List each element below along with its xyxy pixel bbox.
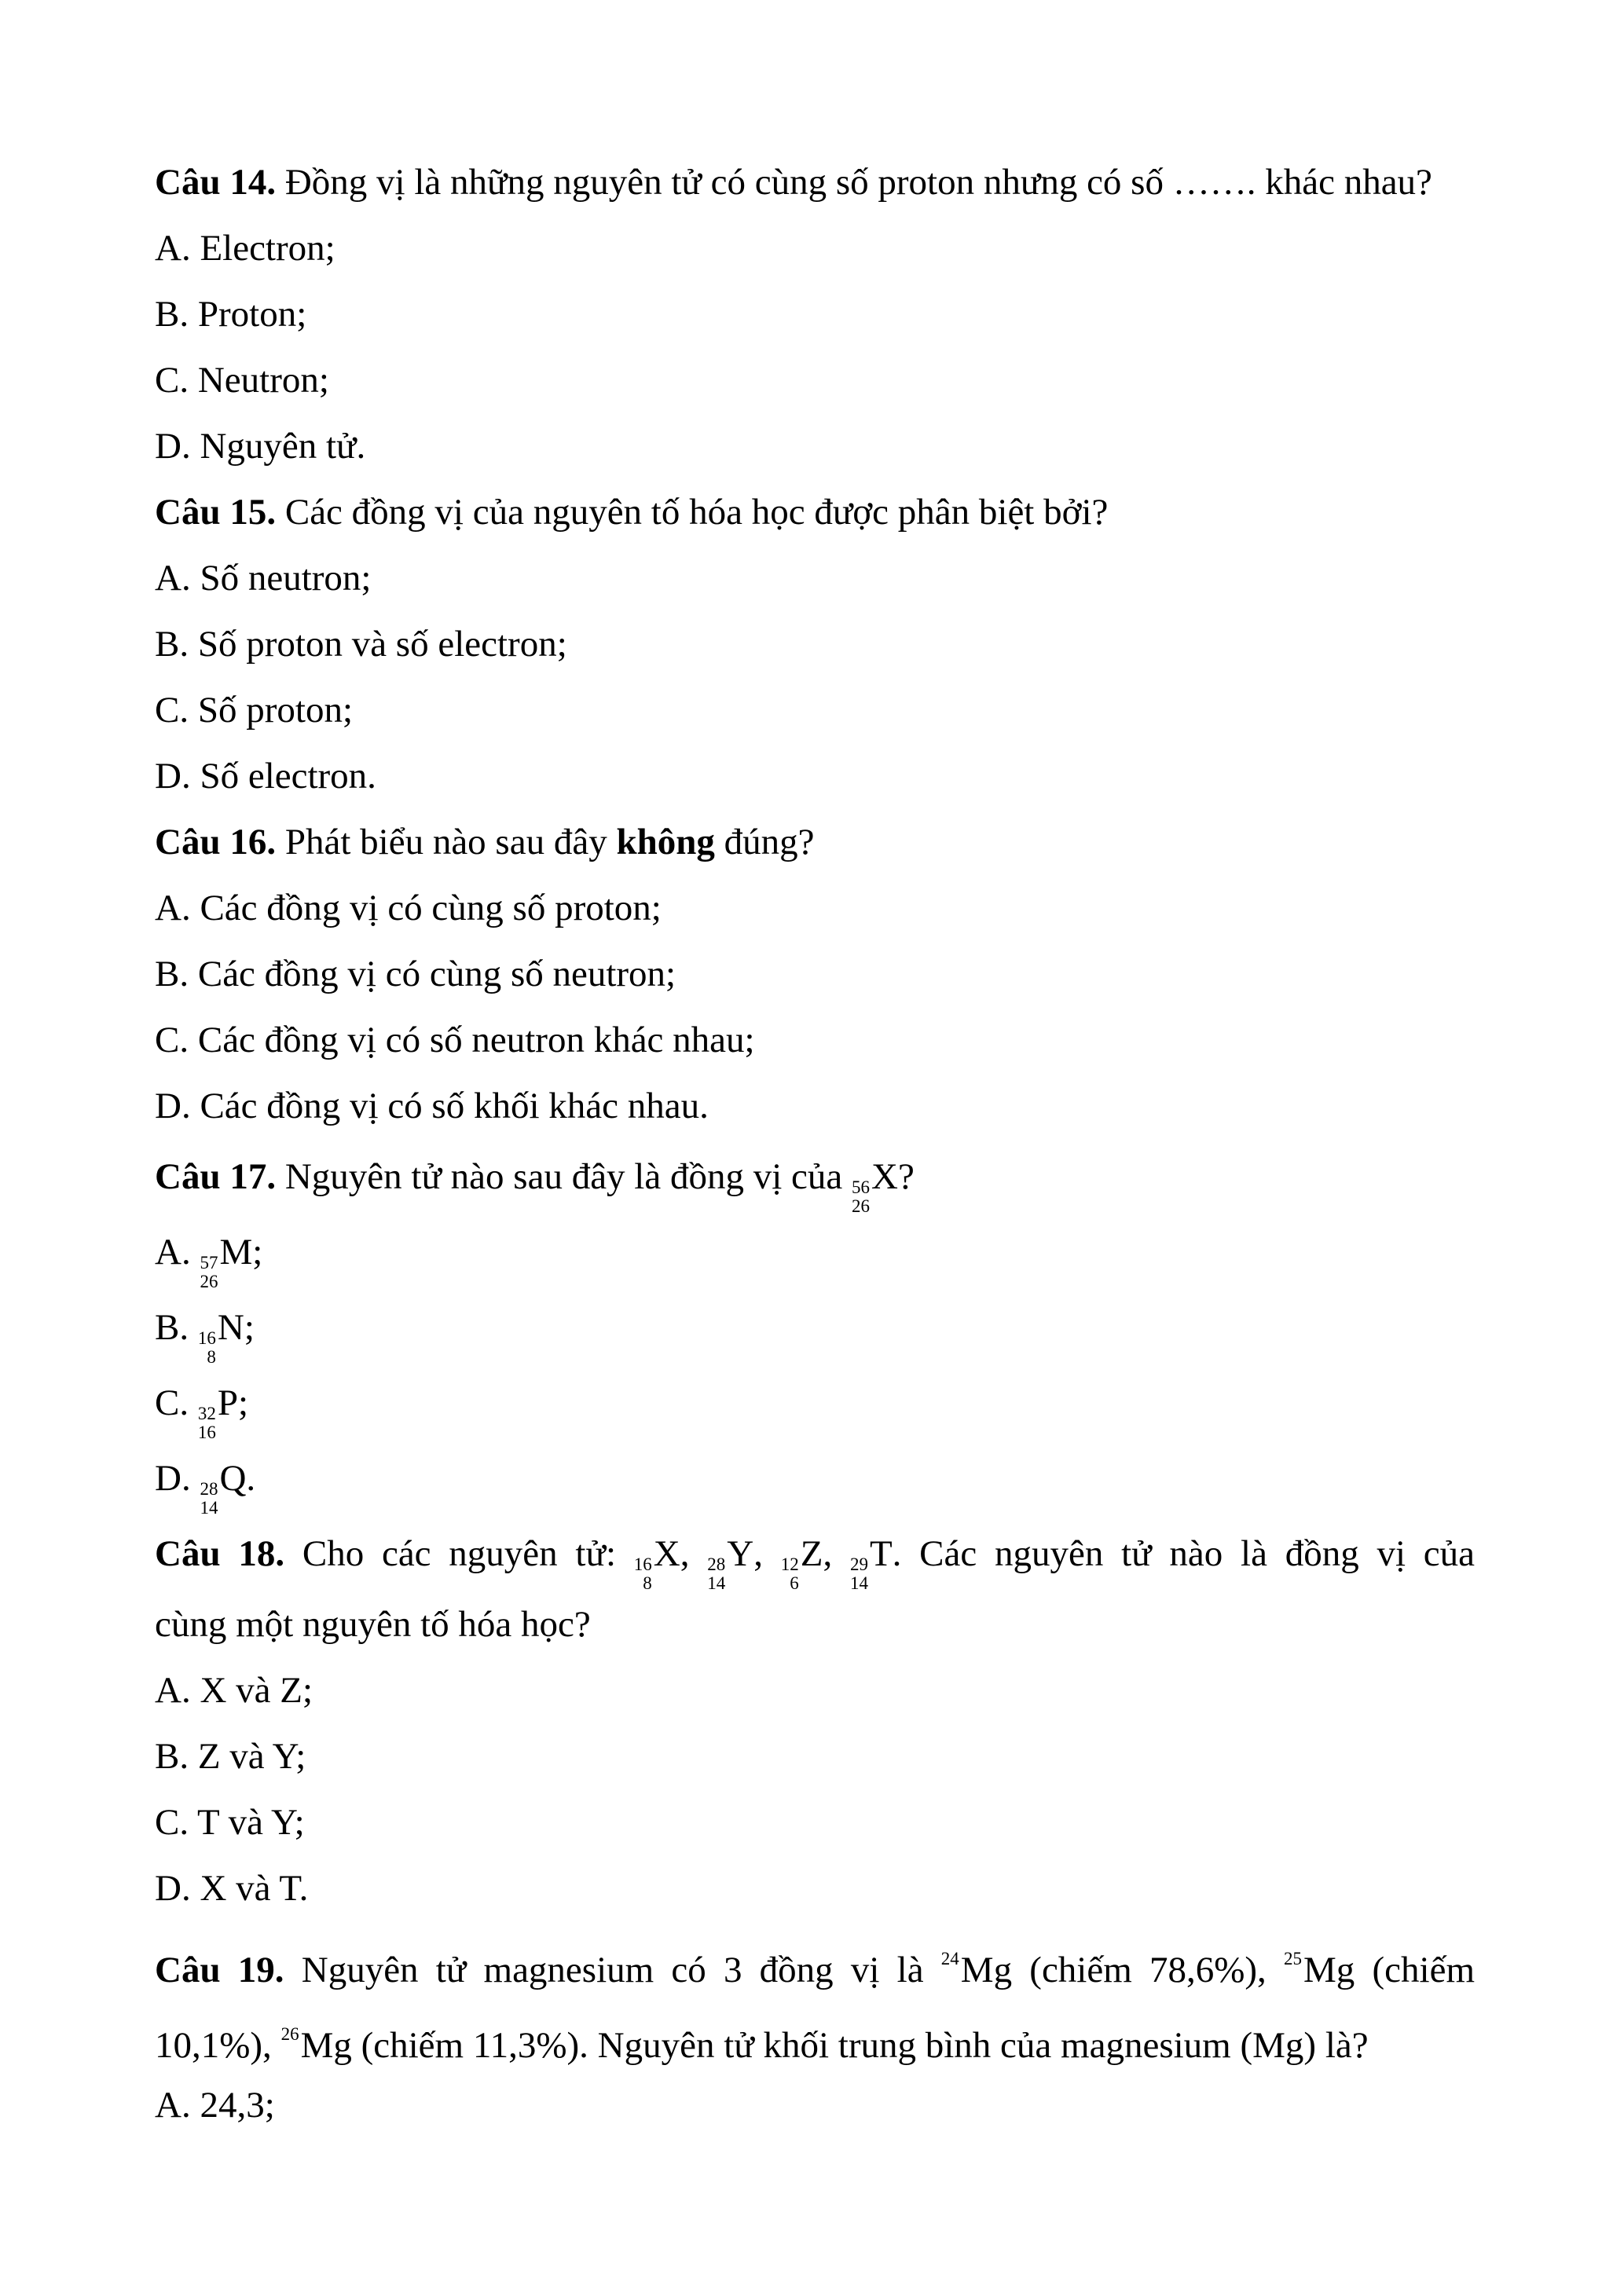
atomic-number: 16 xyxy=(197,1423,216,1442)
emphasis-word: không xyxy=(616,822,715,862)
mass-number: 57 xyxy=(200,1253,218,1273)
option-c: C. Số proton; xyxy=(155,690,354,731)
question-text-end: Các nguyên tử nào là đồng vị của xyxy=(901,1533,1476,1574)
mass-number: 16 xyxy=(633,1554,652,1574)
option-a: A. Các đồng vị có cùng số proton; xyxy=(155,888,662,928)
question-text: Phát biểu nào sau đây xyxy=(276,822,617,862)
isotope-text: 10,1%), xyxy=(155,2025,281,2066)
question-label: Câu 14. xyxy=(155,162,277,203)
question-mark: ? xyxy=(897,1156,915,1197)
option-a: A. Electron; xyxy=(155,228,335,269)
option-prefix: B. xyxy=(155,1307,198,1348)
element-symbol: Y xyxy=(727,1533,754,1574)
mass-number: 28 xyxy=(707,1554,726,1574)
question-text: Nguyên tử nào sau đây là đồng vị của xyxy=(276,1156,852,1197)
atomic-number: 6 xyxy=(790,1573,799,1593)
mass-number: 16 xyxy=(197,1328,216,1348)
question-17 xyxy=(155,1139,1475,1214)
question-16 xyxy=(155,809,1475,875)
question-label: Câu 15. xyxy=(155,492,277,533)
question-18-line-2: cùng một nguyên tố hóa học? xyxy=(155,1604,591,1645)
question-label: Câu 17. xyxy=(155,1156,277,1197)
isotope-notation xyxy=(850,1516,893,1593)
isotope-text: Mg (chiếm 78,6%), xyxy=(960,1950,1285,1990)
option-suffix: . xyxy=(246,1458,256,1499)
element-symbol: Z xyxy=(800,1533,823,1574)
option-prefix: A. xyxy=(155,1232,200,1273)
option-suffix: ; xyxy=(238,1382,249,1423)
option-suffix: ; xyxy=(244,1307,255,1348)
option-a xyxy=(155,1214,1475,1290)
question-19-line-2 xyxy=(155,1997,1475,2072)
isotope-notation xyxy=(198,1365,238,1442)
element-symbol: Q xyxy=(219,1458,247,1499)
option-prefix: C. xyxy=(155,1382,198,1423)
atomic-number: 14 xyxy=(707,1573,726,1593)
isotope-notation xyxy=(634,1516,680,1593)
question-19 xyxy=(155,1921,1475,1997)
atomic-number: 14 xyxy=(849,1573,868,1593)
isotope-notation xyxy=(852,1139,898,1216)
isotope-text: Mg (chiếm 11,3%). Nguyên tử khối trung bình của magnesium (Mg) là? xyxy=(300,2025,1369,2066)
separator: , xyxy=(680,1533,708,1574)
mass-number: 25 xyxy=(1284,1949,1303,1968)
option-c: C. T và Y; xyxy=(155,1802,305,1843)
mass-number: 32 xyxy=(197,1404,216,1423)
isotope-notation xyxy=(707,1516,753,1593)
option-b: B. Z và Y; xyxy=(155,1736,306,1777)
option-b: B. Các đồng vị có cùng số neutron; xyxy=(155,954,676,994)
atomic-number: 8 xyxy=(643,1573,652,1593)
mass-number: 26 xyxy=(280,2024,299,2044)
question-text: Cho các nguyên tử: xyxy=(284,1533,634,1574)
atomic-number: 26 xyxy=(852,1196,870,1216)
question-label: Câu 19. xyxy=(155,1950,284,1990)
element-symbol: T xyxy=(869,1533,893,1574)
element-symbol: M xyxy=(219,1232,253,1273)
question-text-end: đúng? xyxy=(714,822,815,862)
separator: , xyxy=(753,1533,781,1574)
atomic-number: 26 xyxy=(200,1272,218,1291)
option-d xyxy=(155,1441,1475,1516)
isotope-notation xyxy=(198,1290,244,1367)
question-text: Các đồng vị của nguyên tố hóa học được phân biệt bởi? xyxy=(276,492,1109,533)
question-text: Nguyên tử magnesium có 3 đồng vị là xyxy=(284,1950,941,1990)
option-a: A. X và Z; xyxy=(155,1670,313,1711)
isotope-text: Mg (chiếm xyxy=(1303,1950,1476,1990)
separator: , xyxy=(823,1533,850,1574)
option-c: C. Các đồng vị có số neutron khác nhau; xyxy=(155,1020,755,1060)
option-b: B. Số proton và số electron; xyxy=(155,624,567,665)
isotope-notation xyxy=(200,1441,246,1518)
mass-number: 28 xyxy=(200,1479,218,1499)
element-symbol: X xyxy=(653,1533,680,1574)
atomic-number: 8 xyxy=(207,1347,216,1367)
option-d: D. Nguyên tử. xyxy=(155,426,366,467)
option-d: D. Số electron. xyxy=(155,756,376,796)
isotope-notation xyxy=(200,1214,252,1291)
option-c: C. Neutron; xyxy=(155,360,329,401)
option-prefix: D. xyxy=(155,1458,200,1499)
question-18 xyxy=(155,1516,1475,1591)
element-symbol: N xyxy=(217,1307,244,1348)
option-suffix: ; xyxy=(252,1232,263,1273)
mass-number: 29 xyxy=(849,1554,868,1574)
mass-number: 56 xyxy=(852,1177,870,1197)
question-15 xyxy=(155,479,1475,545)
isotope-notation xyxy=(781,1516,823,1593)
element-symbol: X xyxy=(871,1156,898,1197)
question-text: Đồng vị là những nguyên tử có cùng số proton nhưng có số ……. khác nhau? xyxy=(276,162,1432,203)
option-d: D. Các đồng vị có số khối khác nhau. xyxy=(155,1086,709,1126)
option-a: A. Số neutron; xyxy=(155,558,372,599)
question-14 xyxy=(155,149,1475,215)
option-b: B. Proton; xyxy=(155,294,307,335)
question-label: Câu 18. xyxy=(155,1533,285,1574)
document-page xyxy=(155,149,1475,2138)
option-c xyxy=(155,1365,1475,1441)
mass-number: 24 xyxy=(940,1949,959,1968)
separator: . xyxy=(892,1533,902,1574)
option-a: A. 24,3; xyxy=(155,2085,275,2126)
atomic-number: 14 xyxy=(200,1498,218,1518)
option-d: D. X và T. xyxy=(155,1868,309,1909)
question-label: Câu 16. xyxy=(155,822,277,862)
option-b xyxy=(155,1290,1475,1365)
mass-number: 12 xyxy=(780,1554,799,1574)
element-symbol: P xyxy=(217,1382,238,1423)
